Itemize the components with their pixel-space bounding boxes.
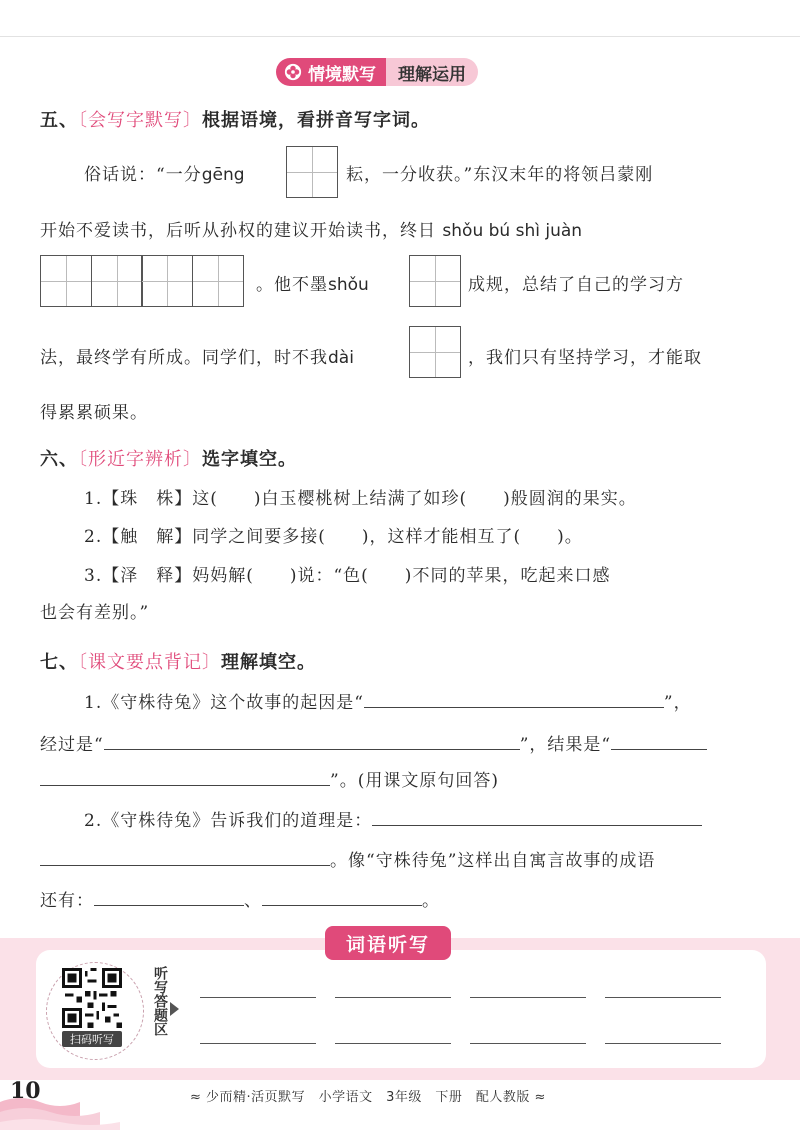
section7-q1-line3 (40, 766, 499, 791)
section5-line4 (40, 343, 354, 368)
answer-blank-lesson-a[interactable] (372, 807, 702, 826)
pinyin-shou-bu-shi-juan: shǒu bú shì juàn (442, 221, 583, 241)
text: ”， (663, 693, 692, 713)
section5-line3 (256, 270, 369, 295)
writing-box-shou1[interactable] (40, 255, 92, 307)
section5-line2 (40, 216, 582, 241)
arrow-right-icon (170, 1002, 179, 1016)
section6-q2: 2.【触 解】同学之间要多接( )，这样才能相互了( )。 (84, 527, 583, 547)
writing-box-geng[interactable] (286, 146, 338, 198)
section5-line1b: 耘，一分收获。”东汉末年的将领吕蒙刚 (346, 165, 654, 185)
page-number: 10 (10, 1078, 41, 1104)
answer-area-label: 听写答题区 (152, 966, 168, 1036)
answer-blank-result-a[interactable] (611, 731, 707, 750)
section6-q3: 3.【泽 释】妈妈解( )说：“色( )不同的苹果，吃起来口感 (84, 566, 611, 586)
section7-title: 理解填空。 (221, 652, 316, 673)
section6-q3b: 也会有差别。” (40, 603, 150, 623)
section-header (276, 58, 478, 86)
section6-title: 选字填空。 (202, 449, 297, 470)
section7-q2-line3 (40, 886, 440, 911)
writing-box-group-4 (40, 255, 242, 307)
header-right-label: 理解运用 (386, 58, 478, 86)
section5-line1 (84, 160, 245, 185)
section5-num: 五、 (40, 110, 78, 131)
top-rule (0, 36, 800, 37)
text: 2.《守株待兔》告诉我们的道理是： (84, 811, 373, 831)
dictation-line-3[interactable] (470, 997, 586, 998)
answer-blank-idiom1[interactable] (94, 887, 244, 906)
section6-q1: 1.【珠 株】这( )白玉樱桃树上结满了如珍( )般圆润的果实。 (84, 489, 637, 509)
pinyin-shou: shǒu (328, 275, 369, 295)
section5-tag: 〔会写字默写〕 (78, 110, 202, 131)
dictation-line-7[interactable] (470, 1043, 586, 1044)
section5-line3b: 成规，总结了自己的学习方 (468, 275, 684, 295)
answer-blank-cause[interactable] (364, 689, 664, 708)
header-left (276, 58, 386, 86)
dictation-line-6[interactable] (335, 1043, 451, 1044)
dictation-line-5[interactable] (200, 1043, 316, 1044)
scan-listen-label: 扫码听写 (62, 1031, 122, 1047)
section7-tag: 〔课文要点背记〕 (78, 652, 221, 673)
flower-icon (284, 63, 302, 81)
section7-q2-line2 (40, 846, 655, 871)
pinyin-geng: gēng (201, 165, 245, 185)
section5-heading (40, 106, 430, 132)
writing-box-juan[interactable] (192, 255, 244, 307)
footer-book-info: ≈ 少而精·活页默写 小学语文 3年级 下册 配人教版 ≈ (190, 1090, 546, 1105)
dictation-line-8[interactable] (605, 1043, 721, 1044)
text: 法，最终学有所成。同学们，时不我 (40, 348, 328, 368)
section7-heading (40, 648, 316, 674)
dictation-line-2[interactable] (335, 997, 451, 998)
writing-box-dai[interactable] (409, 326, 461, 378)
answer-blank-process[interactable] (104, 731, 520, 750)
text: 。 (422, 891, 440, 911)
section7-q2-line1 (84, 806, 702, 831)
section7-q1-line1 (84, 688, 692, 713)
dictation-line-4[interactable] (605, 997, 721, 998)
section6-tag: 〔形近字辨析〕 (78, 449, 202, 470)
text: 还有： (40, 891, 94, 911)
section7-num: 七、 (40, 652, 78, 673)
text: ”。(用课文原句回答) (330, 771, 499, 791)
pinyin-dai: dài (328, 348, 354, 368)
section6-heading (40, 445, 297, 471)
listening-title: 词语听写 (325, 926, 451, 960)
text: ”，结果是“ (519, 735, 612, 755)
answer-blank-result-b[interactable] (40, 767, 330, 786)
listening-panel (36, 950, 766, 1068)
text: 、 (244, 891, 262, 911)
text: 俗话说：“一分 (84, 165, 202, 185)
section5-line4b: ，我们只有坚持学习，才能取 (468, 348, 702, 368)
writing-box-shou2[interactable] (409, 255, 461, 307)
section7-q1-line2 (40, 730, 707, 755)
answer-blank-idiom2[interactable] (262, 887, 422, 906)
text: 。他不墨 (256, 275, 328, 295)
qr-code-icon[interactable] (62, 968, 122, 1028)
text: 开始不爱读书，后听从孙权的建议开始读书，终日 (40, 221, 436, 241)
header-left-label: 情境默写 (308, 64, 376, 85)
section5-line5: 得累累硕果。 (40, 403, 148, 423)
writing-box-bu[interactable] (91, 255, 143, 307)
dictation-line-1[interactable] (200, 997, 316, 998)
section5-title: 根据语境，看拼音写字词。 (202, 110, 430, 131)
answer-blank-lesson-b[interactable] (40, 847, 330, 866)
writing-box-shi[interactable] (141, 255, 193, 307)
section6-num: 六、 (40, 449, 78, 470)
text: 。像“守株待兔”这样出自寓言故事的成语 (330, 851, 656, 871)
text: 经过是“ (40, 735, 104, 755)
text: 1.《守株待兔》这个故事的起因是“ (84, 693, 364, 713)
